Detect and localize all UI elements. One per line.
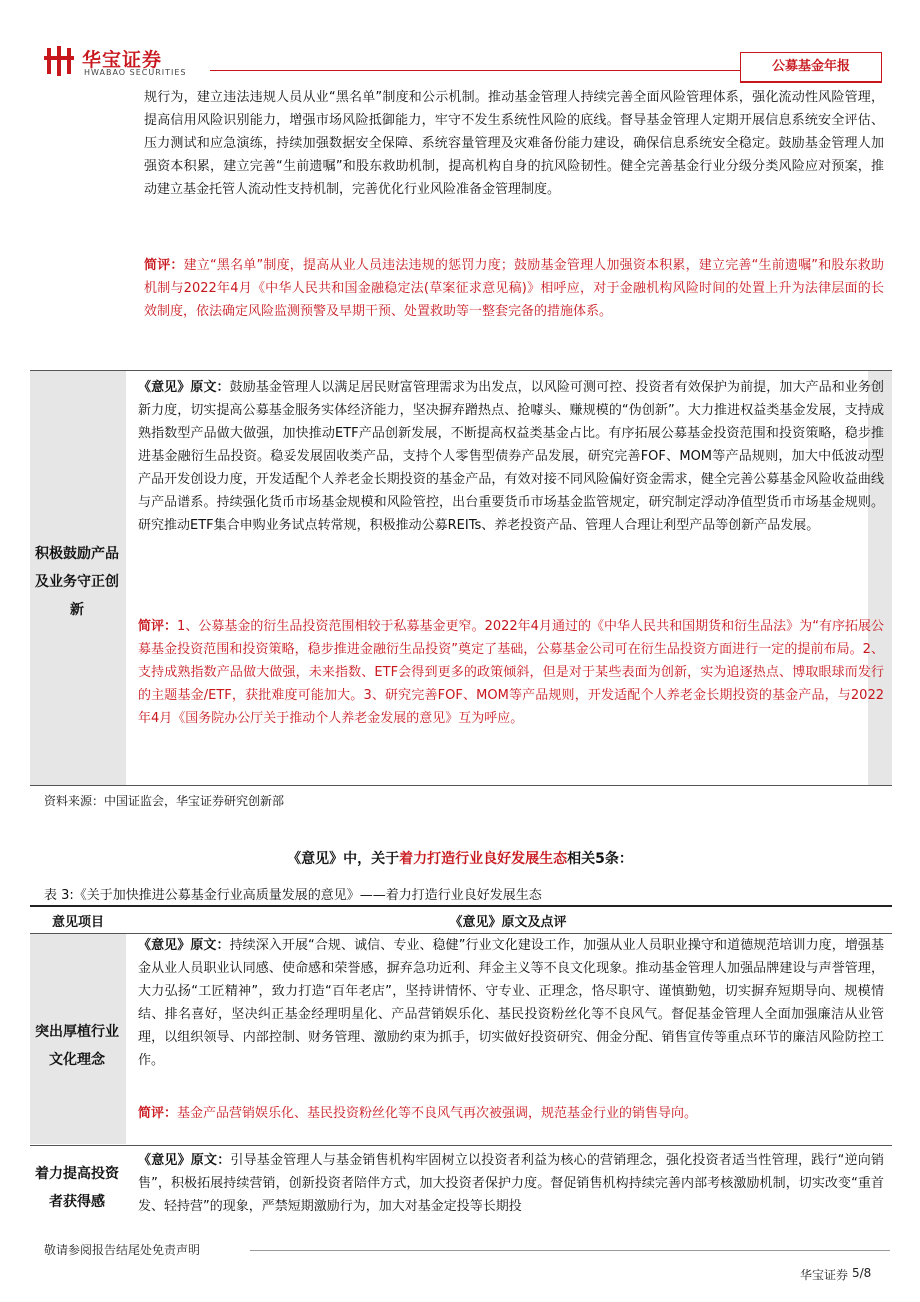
comment-label: 简评：: [138, 619, 178, 634]
page-number: 5/8: [852, 1266, 872, 1280]
innovation-comment: [138, 615, 884, 730]
opinion-label: 《意见》原文：: [138, 380, 230, 395]
comment-label: 简评：: [144, 258, 184, 273]
col-header-item: 意见项目: [51, 915, 104, 930]
opinion-label: 《意见》原文：: [138, 938, 230, 953]
header-rule: [210, 70, 740, 71]
heading-prefix: 《意见》中，关于: [287, 851, 400, 867]
culture-opinion: [138, 934, 884, 1072]
table-caption: 表 3:《关于加快推进公募基金行业高质量发展的意见》——着力打造行业良好发展生态: [44, 888, 542, 903]
row-title-investor: 着力提高投资者获得感: [35, 1166, 119, 1210]
heading-highlight: 着力打造行业良好发展生态: [399, 851, 568, 867]
comment-text: 1、公募基金的衍生品投资范围相较于私募基金更窄。2022年4月通过的《中华人民共和国期货和衍生品法》为“有序拓展公募基金投资范围和投资策略，稳步推进金融衍生品投资”奠定了基础，公募基金公司可在衍生品投资方面进行一定的提前布局。2、支持成熟指数产品做大做强，未来指数、ETF会得到更多的政策倾斜，但是对于某些表面为创新，实为追逐热点、博取眼球而发行的主题基金/ETF，获批难度可能加大。3、研究完善FOF、MOM等产品规则，开发适配个人养老金长期投资的基金产品，与2022年4月《国务院办公厅关于推动个人养老金发展的意见》互为呼应。: [138, 619, 884, 726]
col-header-content: 《意见》原文及点评: [449, 915, 567, 930]
disclaimer-note: 敬请参阅报告结尾处免责声明: [44, 1243, 201, 1257]
comment-text: 基金产品营销娱乐化、基民投资粉丝化等不良风气再次被强调，规范基金行业的销售导向。: [177, 1106, 698, 1121]
brand-name-en: HWABAO SECURITIES: [84, 68, 187, 77]
innovation-opinion: [138, 376, 884, 537]
footer-rule: [250, 1250, 890, 1251]
comment-label: 简评：: [138, 1106, 178, 1121]
investor-opinion: [138, 1149, 884, 1218]
brand-name-cn: 华宝证券: [82, 49, 163, 71]
heading-suffix: 相关5条：: [567, 851, 633, 867]
source-note: 资料来源：中国证监会，华宝证券研究创新部: [44, 794, 285, 808]
opinion-text: 持续深入开展“合规、诚信、专业、稳健”行业文化建设工作，加强从业人员职业操守和道德规范培训力度，增强基金从业人员职业认同感、使命感和荣誉感，摒弃急功近利、拜金主义等不良文化现象。推动基金管理人加强品牌建设与声誉管理，大力弘扬“工匠精神”，致力打造“百年老店”，坚持讲情怀、守专业、正理念，恪尽职守、谨慎勤勉，切实摒弃短期导向、规模情结、排名喜好，坚决纠正基金经理明星化、产品营销娱乐化、基民投资粉丝化等不良风气。督促基金管理人全面加强廉洁从业管理，以组织领导、内部控制、财务管理、激励约束为抓手，切实做好投资研究、佣金分配、销售宣传等重点环节的廉洁风险防控工作。: [138, 938, 884, 1068]
top-comment: [144, 254, 884, 323]
row-title-culture: 突出厚植行业文化理念: [35, 1024, 119, 1068]
culture-comment: [138, 1102, 884, 1125]
table-divider: [30, 370, 892, 371]
hwabao-logo-icon: [44, 46, 76, 76]
opinion-text: 鼓励基金管理人以满足居民财富管理需求为出发点，以风险可测可控、投资者有效保护为前提，加大产品和业务创新力度，切实提高公募基金服务实体经济能力，坚决摒弃蹭热点、抢噱头、赚规模的“伪创新”。大力推进权益类基金发展，支持成熟指数型产品做大做强，加快推动ETF产品创新发展，不断提高权益类基金占比。有序拓展公募基金投资范围和投资策略，稳步推进基金融衍生品投资。稳妥发展固收类产品，支持个人零售型债券产品发展，研究完善FOF、MOM等产品规则，加大中低波动型产品开发创设力度，开发适配个人养老金长期投资的基金产品，有效对接不同风险偏好资金需求，健全完善公募基金风险收益曲线与产品谱系。持续强化货币市场基金规模和风险管控，出台重要货币市场基金监管规定，研究制定浮动净值型货币市场基金规则。研究推动ETF集合申购业务试点转常规，积极推动公募REITs、养老投资产品、管理人合理让利型产品等创新产品发展。: [138, 380, 884, 533]
footer-brand: 华宝证券: [800, 1268, 849, 1282]
table-top-rule: [30, 905, 892, 907]
opinion-text: 引导基金管理人与基金销售机构牢固树立以投资者利益为核心的营销理念，强化投资者适当性管理，践行“逆向销售”，积极拓展持续营销，创新投资者陪伴方式，加大投资者保护力度。督促销售机构持续完善内部考核激励机制，切实改变“重首发、轻持营”的现象，严禁短期激励行为，加大对基金定投等长期投: [138, 1153, 884, 1214]
top-paragraph: 规行为，建立违法违规人员从业“黑名单”制度和公示机制。推动基金管理人持续完善全面风险管理体系，强化流动性风险管理，提高信用风险识别能力，增强市场风险抵御能力，牢守不发生系统性风险的底线。督导基金管理人定期开展信息系统安全评估、压力测试和应急演练，持续加强数据安全保障、系统容量管理及灾难备份能力建设，确保信息系统安全稳定。鼓励基金管理人加强资本积累，建立完善“生前遗嘱”和股东救助机制，提高机构自身的抗风险韧性。健全完善基金行业分级分类风险应对预案，推动建立基金托管人流动性支持机制，完善优化行业风险准备金管理制度。: [144, 90, 884, 197]
comment-text: 建立“黑名单”制度，提高从业人员违法违规的惩罚力度；鼓励基金管理人加强资本积累，建立完善“生前遗嘱”和股东救助机制与2022年4月《中华人民共和国金融稳定法(草案征求意见稿)》相呼应，对于金融机构风险时间的处置上升为法律层面的长效制度，依法确定风险监测预警及早期干预、处置救助等一整套完备的措施体系。: [144, 258, 884, 319]
table-divider: [30, 1145, 892, 1146]
opinion-label: 《意见》原文：: [138, 1153, 231, 1168]
section-heading: [0, 848, 920, 868]
company-logo: [44, 44, 244, 80]
row-title-innovation: 积极鼓励产品及业务守正创新: [35, 546, 119, 618]
table-bottom-rule: [30, 785, 892, 786]
report-type-tag: 公募基金年报: [740, 52, 882, 83]
